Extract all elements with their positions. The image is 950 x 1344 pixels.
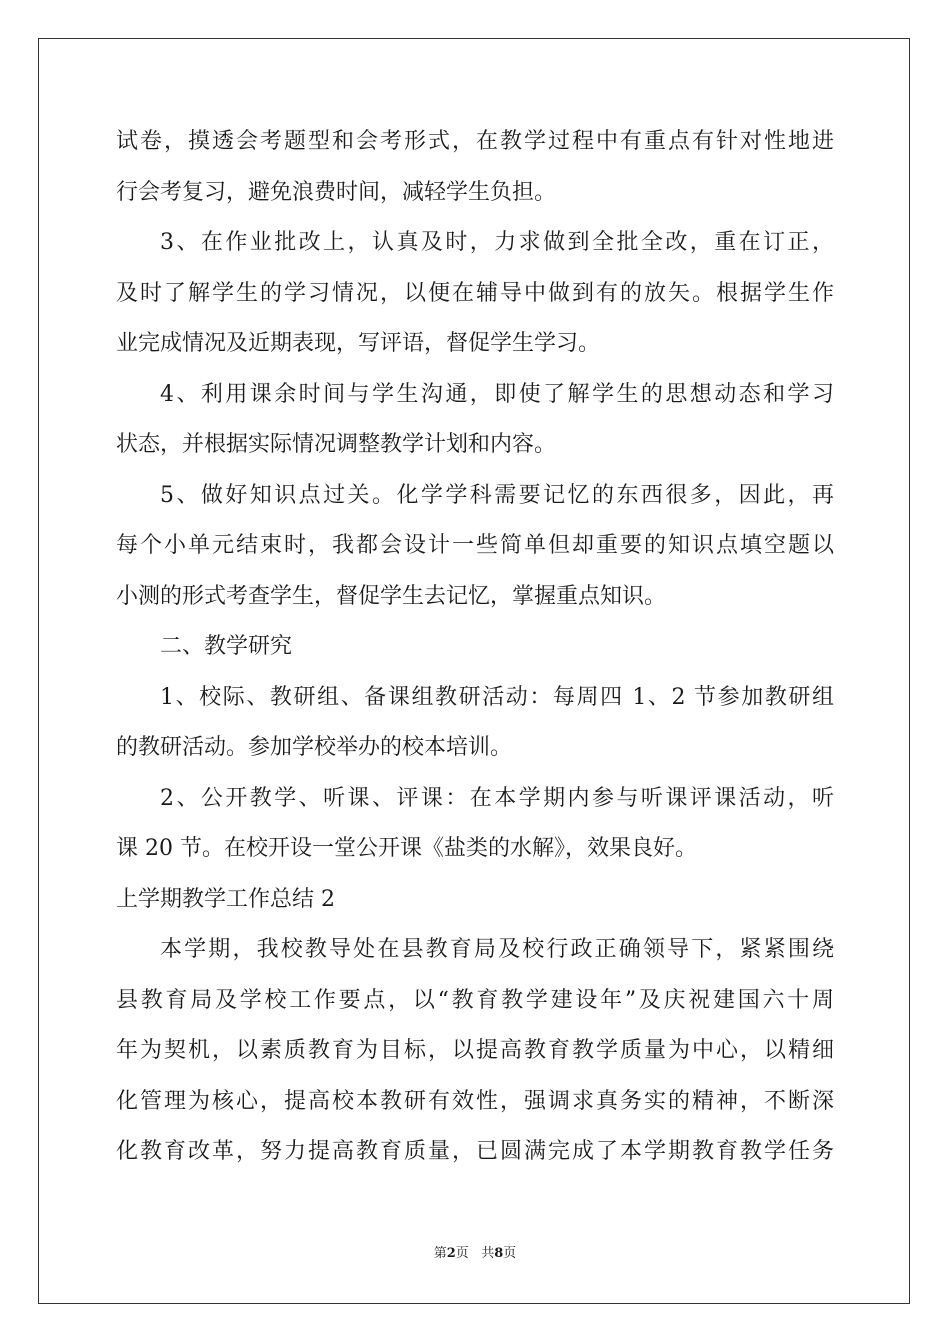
text-line: 2、公开教学、听课、评课：在本学期内参与听课评课活动，听 <box>160 785 834 811</box>
text-line: 年为契机，以素质教育为目标，以提高教育教学质量为中心，以精细 <box>116 1038 834 1063</box>
footer-page-unit: 页 <box>455 1246 469 1261</box>
text-line: 5、做好知识点过关。化学学科需要记忆的东西很多，因此，再 <box>160 482 834 508</box>
text-line: 4、利用课余时间与学生沟通，即使了解学生的思想动态和学习 <box>160 381 834 407</box>
text-line: 化管理为核心，提高校本教研有效性，强调求真务实的精神，不断深 <box>116 1088 834 1114</box>
text-line: 状态，并根据实际情况调整教学计划和内容。 <box>116 432 557 457</box>
footer-total-unit: 页 <box>503 1246 517 1261</box>
footer-total-prefix: 共 <box>481 1246 495 1261</box>
text-line: 行会考复习，避免浪费时间，减轻学生负担。 <box>116 179 557 205</box>
text-line: 小测的形式考查学生，督促学生去记忆，掌握重点知识。 <box>116 583 667 609</box>
text-line: 试卷，摸透会考题型和会考形式，在教学过程中有重点有针对性地进 <box>116 129 834 154</box>
footer-page-prefix: 第 <box>433 1246 447 1261</box>
footer-current-page: 2 <box>446 1246 456 1261</box>
text-line: 县教育局及学校工作要点，以“教育教学建设年”及庆祝建国六十周 <box>116 987 834 1013</box>
text-line: 3、在作业批改上，认真及时，力求做到全批全改，重在订正， <box>160 230 834 255</box>
text-line: 每个小单元结束时，我都会设计一些简单但却重要的知识点填空题以 <box>116 533 834 558</box>
text-line: 化教育改革，努力提高教育质量，已圆满完成了本学期教育教学任务 <box>116 1139 834 1164</box>
text-line: 本学期，我校教导处在县教育局及校行政正确领导下，紧紧围绕 <box>160 937 834 962</box>
text-line: 及时了解学生的学习情况，以便在辅导中做到有的放矢。根据学生作 <box>116 280 834 306</box>
text-line: 课 20 节。在校开设一堂公开课《盐类的水解》，效果良好。 <box>116 836 697 861</box>
page-footer <box>0 1246 950 1262</box>
footer-total-pages: 8 <box>494 1246 504 1261</box>
text-line: 二、教学研究 <box>160 634 293 659</box>
text-line: 上学期教学工作总结 2 <box>116 886 335 912</box>
text-line: 的教研活动。参加学校举办的校本培训。 <box>116 735 513 760</box>
text-line: 1、校际、教研组、备课组教研活动：每周四 1、2 节参加教研组 <box>160 684 834 710</box>
text-line: 业完成情况及近期表现，写评语，督促学生学习。 <box>116 331 601 356</box>
